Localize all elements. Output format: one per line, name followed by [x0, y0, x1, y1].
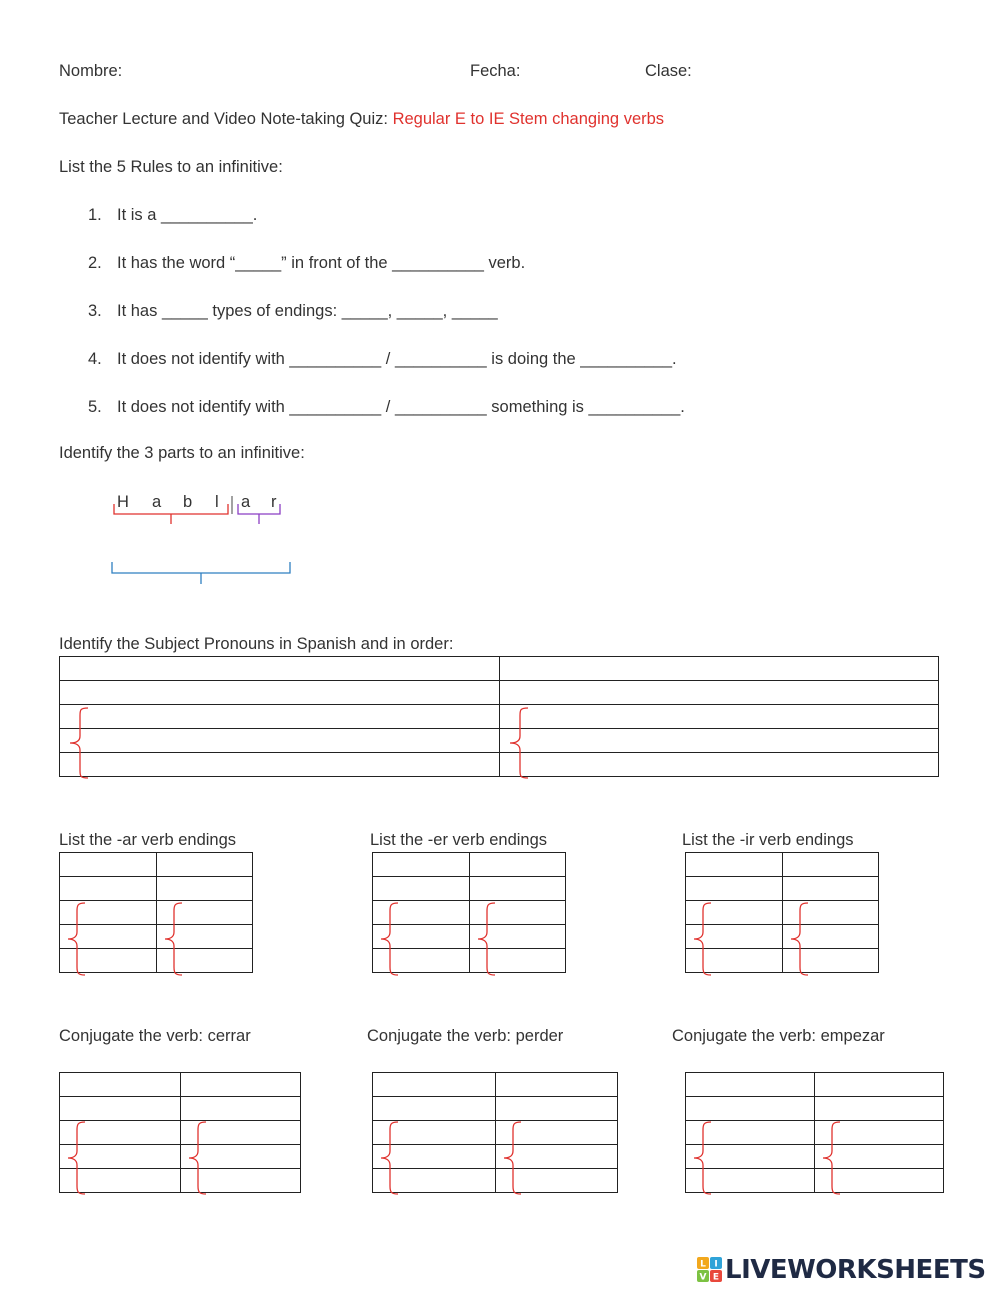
- curly-brace-icon: [63, 901, 93, 977]
- table-cell[interactable]: [373, 853, 470, 877]
- conjugate-perder-label: Conjugate the verb: perder: [367, 1027, 564, 1045]
- quiz-title-prefix: Teacher Lecture and Video Note-taking Quiz:: [59, 110, 393, 128]
- fecha-label: Fecha:: [470, 62, 521, 80]
- svg-text:I: I: [714, 1259, 718, 1270]
- ending-brace-icon: [238, 504, 280, 524]
- table-cell[interactable]: [60, 681, 500, 705]
- rule-number: 1.: [88, 206, 102, 224]
- pronouns-table: [59, 656, 939, 777]
- letter-b: b: [183, 493, 193, 511]
- curly-brace-icon: [786, 901, 816, 977]
- cerrar-table: [59, 1072, 301, 1193]
- table-cell[interactable]: [686, 853, 783, 877]
- table-cell[interactable]: [373, 877, 470, 901]
- curly-brace-icon: [473, 901, 503, 977]
- table-cell[interactable]: [180, 1073, 301, 1097]
- table-cell[interactable]: [782, 853, 879, 877]
- conjugate-cerrar-label: Conjugate the verb: cerrar: [59, 1027, 251, 1045]
- table-cell[interactable]: [60, 877, 157, 901]
- table-cell[interactable]: [60, 853, 157, 877]
- letter-h: H: [117, 493, 129, 511]
- rule-number: 5.: [88, 398, 102, 416]
- stem-brace-icon: [114, 504, 228, 524]
- rule-number: 3.: [88, 302, 102, 320]
- curly-brace-icon: [499, 1120, 529, 1196]
- liveworksheets-logo-icon: [697, 1257, 723, 1283]
- table-cell[interactable]: [495, 1073, 618, 1097]
- table-cell[interactable]: [373, 1073, 496, 1097]
- svg-text:V: V: [699, 1272, 707, 1283]
- rule-text: It does not identify with __________ / __________ is doing the __________.: [117, 350, 677, 368]
- curly-brace-icon: [689, 1120, 719, 1196]
- curly-brace-icon: [818, 1120, 848, 1196]
- curly-brace-icon: [376, 1120, 406, 1196]
- table-cell[interactable]: [156, 853, 253, 877]
- curly-brace-icon: [504, 706, 534, 780]
- table-cell[interactable]: [815, 1097, 944, 1121]
- svg-text:L: L: [700, 1259, 706, 1270]
- rule-number: 2.: [88, 254, 102, 272]
- table-cell[interactable]: [495, 1097, 618, 1121]
- rule-text: It is a __________.: [117, 206, 258, 224]
- letter-l: l: [215, 493, 219, 511]
- curly-brace-icon: [376, 901, 406, 977]
- quiz-topic: Regular E to IE Stem changing verbs: [392, 110, 665, 128]
- letter-a2: a: [241, 493, 251, 511]
- table-cell[interactable]: [469, 853, 566, 877]
- letter-r: r: [271, 493, 277, 511]
- curly-brace-icon: [689, 901, 719, 977]
- ir-endings-label: List the -ir verb endings: [682, 831, 854, 849]
- quiz-title: [59, 109, 664, 129]
- empezar-table: [685, 1072, 944, 1193]
- rule-text: It does not identify with __________ / __________ something is __________.: [117, 398, 685, 416]
- table-cell[interactable]: [499, 729, 939, 753]
- clase-label: Clase:: [645, 62, 692, 80]
- curly-brace-icon: [184, 1120, 214, 1196]
- table-cell[interactable]: [499, 753, 939, 777]
- table-cell[interactable]: [156, 877, 253, 901]
- table-cell[interactable]: [686, 1097, 815, 1121]
- liveworksheets-logo[interactable]: [697, 1256, 986, 1284]
- curly-brace-icon: [64, 706, 94, 780]
- pronouns-heading: Identify the Subject Pronouns in Spanish and in order:: [59, 635, 454, 653]
- table-cell[interactable]: [60, 657, 500, 681]
- table-cell[interactable]: [499, 705, 939, 729]
- table-cell[interactable]: [180, 1097, 301, 1121]
- table-cell[interactable]: [686, 877, 783, 901]
- letter-a: a: [152, 493, 162, 511]
- conjugate-empezar-label: Conjugate the verb: empezar: [672, 1027, 885, 1045]
- parts-heading: Identify the 3 parts to an infinitive:: [59, 444, 305, 462]
- curly-brace-icon: [160, 901, 190, 977]
- table-cell[interactable]: [499, 681, 939, 705]
- nombre-label: Nombre:: [59, 62, 123, 80]
- table-cell[interactable]: [499, 657, 939, 681]
- table-cell[interactable]: [60, 1073, 181, 1097]
- whole-brace-icon: [112, 562, 290, 584]
- perder-table: [372, 1072, 618, 1193]
- rule-text: It has _____ types of endings: _____, _____, _____: [117, 302, 498, 320]
- rule-text: It has the word “_____” in front of the __________ verb.: [117, 254, 526, 272]
- table-cell[interactable]: [373, 1097, 496, 1121]
- svg-text:E: E: [712, 1272, 720, 1283]
- rules-heading: List the 5 Rules to an infinitive:: [59, 158, 283, 176]
- table-cell[interactable]: [686, 1073, 815, 1097]
- curly-brace-icon: [63, 1120, 93, 1196]
- table-cell[interactable]: [782, 877, 879, 901]
- table-cell[interactable]: [469, 877, 566, 901]
- table-cell[interactable]: [60, 753, 500, 777]
- rule-number: 4.: [88, 350, 102, 368]
- er-endings-label: List the -er verb endings: [370, 831, 548, 849]
- table-cell[interactable]: [60, 729, 500, 753]
- ar-endings-label: List the -ar verb endings: [59, 831, 237, 849]
- infinitive-braces-icon: [108, 494, 298, 586]
- table-cell[interactable]: [815, 1073, 944, 1097]
- table-cell[interactable]: [60, 1097, 181, 1121]
- brand-name: LIVEWORKSHEETS: [725, 1255, 986, 1285]
- table-cell[interactable]: [60, 705, 500, 729]
